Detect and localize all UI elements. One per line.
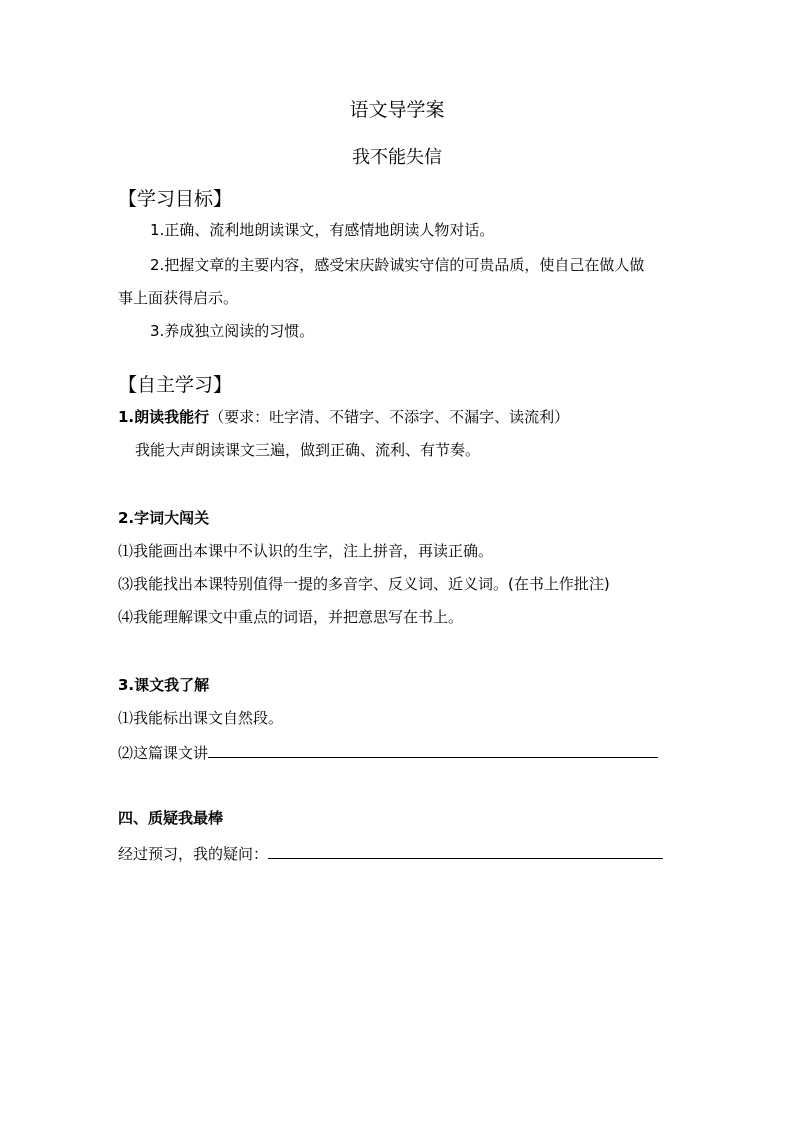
questions-heading: 四、质疑我最棒 — [118, 809, 224, 827]
doc-subtitle: 我不能失信 — [352, 147, 442, 168]
reading-task-requirement: （要求：吐字清、不错字、不添字、不漏字、读流利） — [209, 408, 570, 426]
questions-line — [118, 842, 663, 864]
reading-task — [118, 407, 569, 427]
text-task-title: 3.课文我了解 — [118, 676, 210, 694]
goal-item-3: 3.养成独立阅读的习惯。 — [150, 322, 315, 340]
self-study-heading: 【自主学习】 — [118, 374, 233, 396]
words-item-1: ⑴我能画出本课中不认识的生字，注上拼音，再读正确。 — [118, 542, 494, 560]
questions-prompt: 经过预习，我的疑问： — [118, 845, 269, 863]
words-item-4: ⑷我能理解课文中重点的词语，并把意思写在书上。 — [118, 608, 464, 626]
words-task-title: 2.字词大闯关 — [118, 509, 210, 527]
goal-item-2-line-1: 2.把握文章的主要内容，感受宋庆龄诚实守信的可贵品质，使自己在做人做 — [150, 256, 645, 274]
doc-title: 语文导学案 — [349, 99, 445, 121]
reading-task-title: 1.朗读我能行 — [118, 408, 210, 426]
words-item-3: ⑶我能找出本课特别值得一提的多音字、反义词、近义词。(在书上作批注) — [118, 575, 610, 593]
text-item-2-label: ⑵这篇课文讲 — [118, 744, 209, 762]
text-item-1: ⑴我能标出课文自然段。 — [118, 709, 284, 727]
goal-item-1: 1.正确、流利地朗读课文，有感情地朗读人物对话。 — [150, 221, 495, 239]
text-item-2 — [118, 741, 658, 763]
goals-heading: 【学习目标】 — [118, 188, 233, 210]
questions-blank[interactable] — [268, 842, 663, 859]
goal-item-2-line-2: 事上面获得启示。 — [118, 289, 239, 307]
text-summary-blank[interactable] — [208, 741, 658, 758]
reading-task-line: 我能大声朗读课文三遍，做到正确、流利、有节奏。 — [135, 441, 481, 459]
